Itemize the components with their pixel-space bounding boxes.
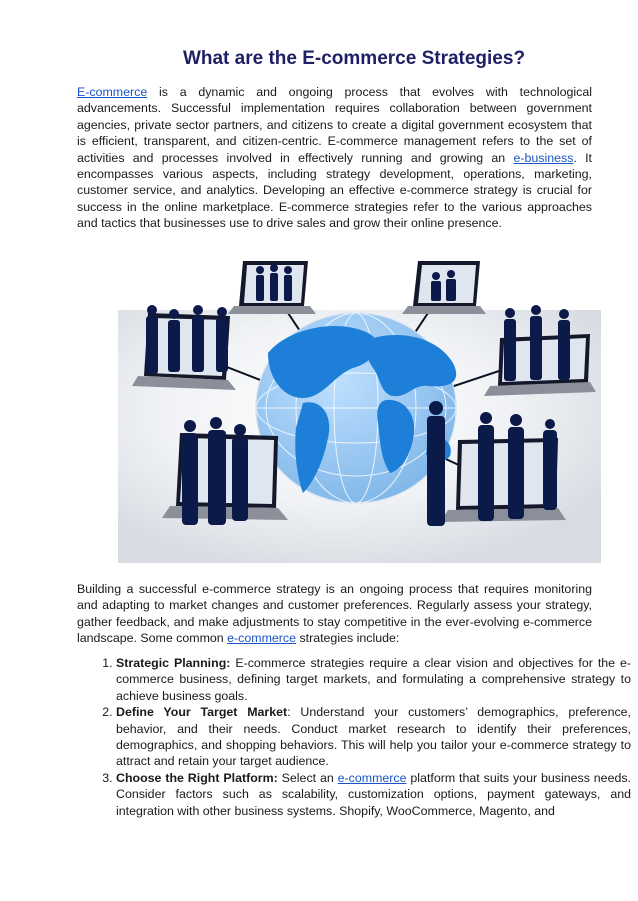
- group-top-left: [256, 264, 292, 301]
- list-item-heading: Define Your Target Market: [116, 705, 288, 720]
- body-paragraph: [77, 581, 592, 647]
- intro-text-2: . It encompasses various aspects, including strategy development, operations, marketing, customer service, and analytics. Developing an effective e-commerce strategy is crucial for success in the online marketplace. E-commerce strategies refer to the various approaches and tactics that businesses use to drive sales and grow their online presence.: [77, 150, 592, 231]
- body-text-2: strategies include:: [296, 631, 400, 646]
- body-text-1: Building a successful e-commerce strategy is an ongoing process that requires monitoring and adapting to market changes and customer preferences. Regularly assess your strategy, gather feedback, and make adjustments to stay competitive in the ever-evolving e-commerce landscape. Some common: [77, 582, 592, 646]
- intro-text-1: is a dynamic and ongoing process that evolves with technological advancements. Successful implementation requires collaboration between government agencies, private sector partners, and citizens to create a digital government ecosystem that is efficient, transparent, and citizen-centric. E-commerce management refers to the set of activities and processes involved in effectively running and growing an: [77, 85, 592, 165]
- list-item-text: : Understand your customers’ demographics, preference, behavior, and their needs. Conduct market research to identify their preferences, demographics, and shopping behaviors. This will help you tailor your e-commerce strategy to attract and retain your target audience.: [116, 705, 631, 769]
- ecommerce-link[interactable]: E-commerce: [77, 85, 148, 99]
- ebusiness-link[interactable]: e-business: [513, 150, 574, 165]
- ecommerce-link-3[interactable]: e-commerce: [337, 770, 407, 785]
- ecommerce-link-2[interactable]: e-commerce: [227, 631, 296, 646]
- list-item-text: Select an: [277, 770, 338, 785]
- group-bottom-left: [182, 417, 248, 525]
- ecommerce-network-illustration: [118, 258, 601, 563]
- network-image: [118, 258, 601, 563]
- list-item: [116, 704, 631, 770]
- list-item: [116, 655, 631, 704]
- strategies-list: [77, 655, 631, 819]
- page-title: What are the E-commerce Strategies?: [182, 48, 526, 69]
- list-item-heading: Strategic Planning:: [116, 656, 231, 670]
- list-item-text: E-commerce strategies require a clear vision and objectives for the e-commerce business, defining target markets, and formulating a comprehensive strategy to achieve business goals.: [116, 656, 631, 703]
- list-item: [116, 770, 631, 819]
- intro-paragraph: [77, 84, 592, 232]
- laptop-top-right: [402, 261, 486, 314]
- globe-icon: [256, 313, 456, 503]
- list-item-heading: Choose the Right Platform:: [116, 770, 278, 785]
- list-item-text-after: platform that suits your business needs. Consider factors such as scalability, customization options, payment gateways, and integration with other business systems. Shopify, WooCommerce, Magento, and: [116, 770, 631, 818]
